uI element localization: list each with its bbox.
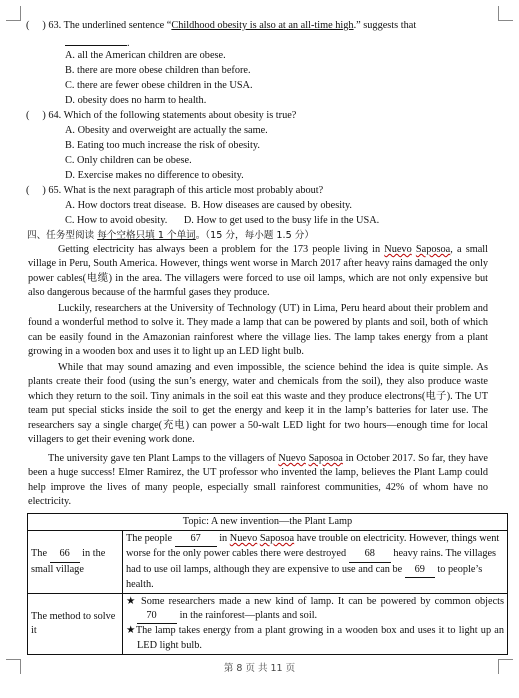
answer-paren-close: ) <box>42 185 46 196</box>
blank-line <box>65 34 127 46</box>
passage-paragraph-1: Getting electricity has always been a problem for the 173 people living in Nuevo Saposoa, a small village in Peru, South America. However, things went worse in March 2017 after heavy rains damaged the only power cables(电缆) in the area. The villagers were forced to use oil lamps, which are not only expensive but also dangerous because of the harmful gases they produce. <box>28 244 489 299</box>
passage-paragraph-2: Luckily, researchers at the University of Technology (UT) in Lima, Peru heard about their problem and found a wonderful method to solve it. They made a lamp that can be powered by plants and soil, both of which can be easily found in the Amazonian rainforest where the village lies. The lamp takes energy from a plant growing in a wooden box and uses it to light up an LED light bulb. <box>28 303 488 358</box>
option-64-b: B. Eating too much increase the risk of obesity. <box>65 140 260 151</box>
option-64-c: C. Only children can be obese. <box>65 155 192 166</box>
option-65-c: C. How to avoid obesity. <box>65 215 168 226</box>
summary-table <box>27 513 508 655</box>
crop-mark-top-right <box>498 6 513 21</box>
row-content-2 <box>123 594 508 655</box>
section-heading-underlined: 每个空格只填 1 个单词 <box>97 230 196 241</box>
option-63-b: B. there are more obese children than before. <box>65 65 251 76</box>
question-64-stem: 64. Which of the following statements about obesity is true? <box>48 110 297 121</box>
crop-mark-top-left <box>6 6 21 21</box>
row-content-1: The people 67 in Nuevo Saposoa have trouble on electricity. However, things went worse for the only power cables there were destroyed 68 heavy rains. The villages had to use oil lamps, although they are expensive to use and can be 69 to people’s health. <box>123 531 508 594</box>
section-heading: 四、任务型阅读 每个空格只填 1 个单词。（15 分，每小题 1.5 分） <box>27 230 314 241</box>
table-row <box>28 514 508 531</box>
passage-paragraph-3: While that may sound amazing and even impossible, the science behind the idea is quite simple. As plants create their food (using the sun’s energy, water and chemicals from the soil), they also produce waste which they return to the soil. Tiny animals in the soil eat this waste and they produce electrons(电子). The UT team put special sticks inside the soil to get the energy and keep it in the lamp’s batteries for later use. The researchers say a single charge(充电) can power a 50-walt LED light for two hours—enough time for local villagers to get their evening work done. <box>28 362 488 446</box>
question-63-blank: . <box>65 34 130 51</box>
blank-68: 68 <box>349 547 391 562</box>
option-64-a: A. Obesity and overweight are actually the same. <box>65 125 268 136</box>
row-label-66: The 66 in the small village <box>28 531 123 594</box>
question-64 <box>26 109 296 123</box>
star-icon: ★ <box>126 596 137 608</box>
answer-paren-open: ( <box>26 185 30 196</box>
option-65-a: A. How doctors treat disease. <box>65 200 187 211</box>
answer-paren-close: ) <box>42 20 46 31</box>
blank-69: 69 <box>405 563 435 578</box>
place-name-saposoa: Saposoa <box>308 453 343 464</box>
passage-paragraph-4: The university gave ten Plant Lamps to the villagers of Nuevo Saposoa in October 2017. So far, they have been a huge success! Elmer Ramirez, the UT professor who invented the lamp, believes the Plant Lamp could help improve the lives of many people, especially small rainforest communities, 42% of whom have no electricity. <box>28 453 488 508</box>
answer-paren-open: ( <box>26 20 30 31</box>
option-63-c: C. there are fewer obese children in the USA. <box>65 80 253 91</box>
question-65 <box>26 184 323 198</box>
place-name-nuevo: Nuevo <box>384 244 412 255</box>
blank-66: 66 <box>50 547 80 562</box>
table-row <box>28 594 508 655</box>
place-name-nuevo: Nuevo <box>278 453 306 464</box>
place-name-saposoa: Saposoa <box>415 244 451 255</box>
option-65-cd <box>65 214 379 228</box>
option-65-ab <box>65 199 352 213</box>
question-63 <box>26 19 416 33</box>
bullet-2: ★The lamp takes energy from a plant growing in a wooden box and uses it to light up an LED light bulb. <box>126 625 505 651</box>
table-row <box>28 531 508 594</box>
option-63-a: A. all the American children are obese. <box>65 50 226 61</box>
star-icon: ★ <box>126 625 136 637</box>
row-label-method: The method to solve it <box>28 594 123 655</box>
bullet-1: ★ Some researchers made a new kind of lamp. It can be powered by common objects 70 in the rainforest—plants and soil. <box>126 595 504 624</box>
question-63-stem-pre: 63. The underlined sentence “ <box>48 20 172 31</box>
question-63-stem-post: .” suggests that <box>353 20 417 31</box>
answer-paren-open: ( <box>26 110 30 121</box>
option-63-d: D. obesity does no harm to health. <box>65 95 207 106</box>
blank-70: 70 <box>137 609 177 624</box>
answer-paren-close: ) <box>42 110 46 121</box>
option-65-d: D. How to get used to the busy life in the USA. <box>183 215 380 226</box>
question-65-stem: 65. What is the next paragraph of this article most probably about? <box>48 185 324 196</box>
question-63-underlined-sentence: Childhood obesity is also at an all-time high <box>171 20 354 31</box>
blank-67: 67 <box>175 532 217 547</box>
option-65-b: B. How diseases are caused by obesity. <box>190 200 353 211</box>
option-64-d: D. Exercise makes no difference to obesity. <box>65 170 244 181</box>
page-footer: 第 8 页 共 11 页 <box>223 663 296 674</box>
table-topic: Topic: A new invention—the Plant Lamp <box>28 514 508 531</box>
